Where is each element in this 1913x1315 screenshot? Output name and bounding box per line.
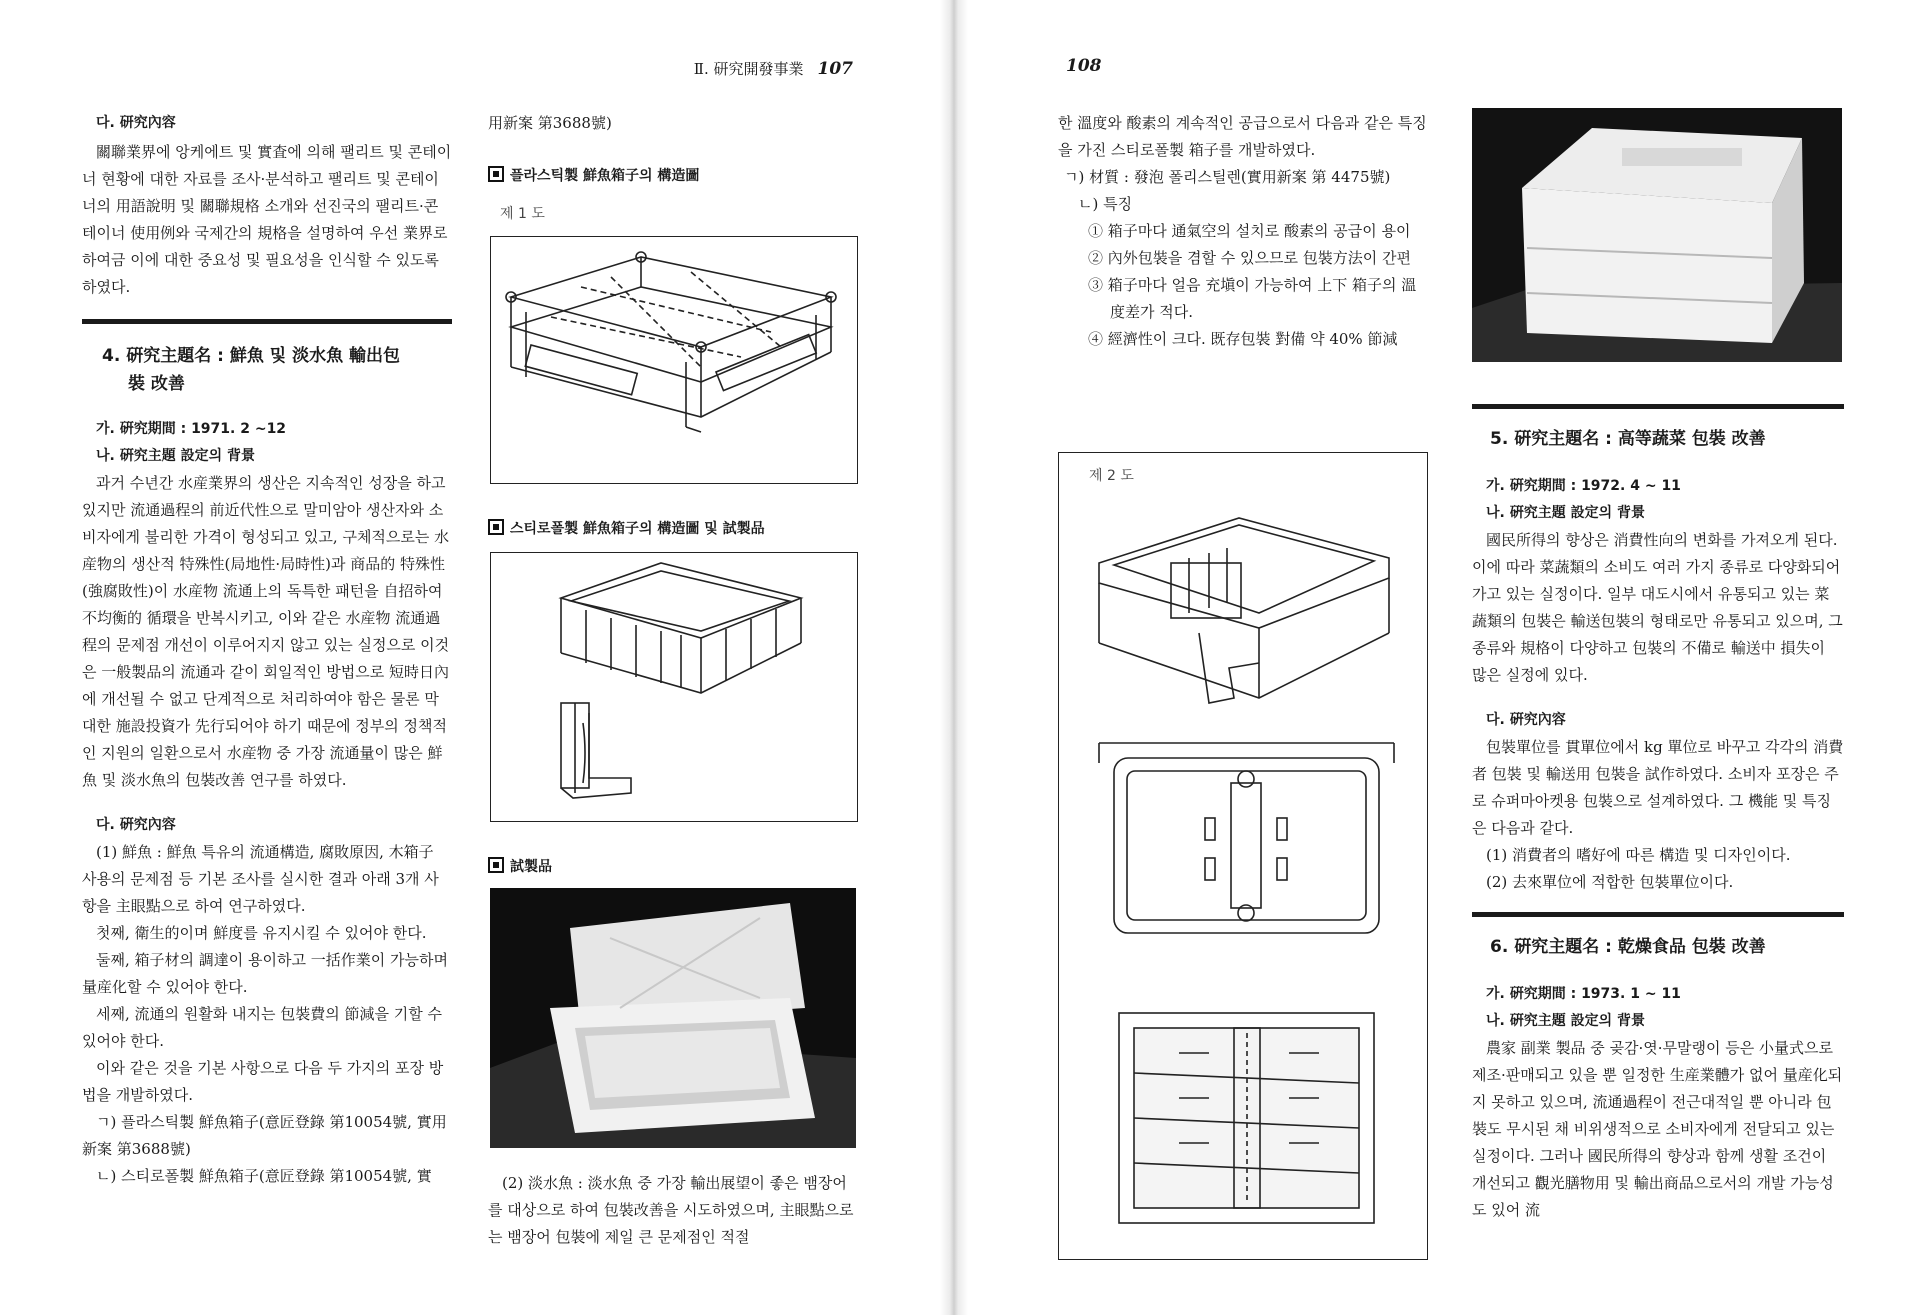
caption-marker-icon xyxy=(488,519,504,535)
paragraph: 둘째, 箱子材의 調達이 용이하고 一括作業이 가능하며 量産化할 수 있어야 한다. xyxy=(82,951,448,996)
paragraph: 한 溫度와 酸素의 계속적인 공급으로서 다음과 같은 특징을 가진 스티로폴製 箱子를 개발하였다. xyxy=(1058,114,1427,159)
page-header-107 xyxy=(694,58,853,79)
feature-item: ① 箱子마다 通氣空의 설치로 酸素의 공급이 용이 xyxy=(1088,222,1411,240)
topic-heading-4 xyxy=(82,342,452,398)
box-stack-illustration xyxy=(1472,108,1842,362)
caption-marker-icon xyxy=(488,166,504,182)
material-line: ㄱ) 材質 : 發泡 폴리스틸렌(實用新案 第 4475號) xyxy=(1064,168,1391,186)
page-number-107: 107 xyxy=(817,59,853,79)
figure-caption-sample xyxy=(488,856,552,876)
figure-caption-plastic xyxy=(488,165,699,185)
topic-title-line: 裝 改善 xyxy=(128,374,185,394)
left-page-column-1 xyxy=(82,110,452,1190)
sample-photo-illustration xyxy=(490,888,856,1148)
right-page-column-2 xyxy=(1472,404,1844,1224)
section-heading: 나. 硏究主題 設定의 背景 xyxy=(1486,1013,1645,1029)
research-period: 가. 硏究期間 : 1972. 4 ~ 11 xyxy=(1486,478,1681,494)
paragraph: 包裝單位를 貫單位에서 kg 單位로 바꾸고 각각의 消費者 包裝 및 輸送用 包裝을 試作하였다. 소비자 포장은 주로 슈퍼마아켓용 包裝으로 설계하였다. 그 機能 및 특징은 다음과 같다. xyxy=(1472,738,1844,837)
paragraph: 農家 副業 製品 중 곶감·엿·무말랭이 등은 小量式으로 제조·판매되고 있을 뿐 일정한 生産業體가 없어 量産化되지 못하고 있으며, 流通過程이 전근대적일 뿐 아니라 包裝도 무시된 채 비위생적으로 소비자에게 전달되고 있는 실정이다. 그러나 國民所得의 향상과 함께 생활 조건이 개선되고 觀光膳物用 및 輸出商品으로서의 개발 가능성도 있어 流 xyxy=(1472,1039,1843,1219)
section-divider xyxy=(1472,912,1844,917)
caption-text: 스티로폴製 鮮魚箱子의 構造圖 및 試製品 xyxy=(510,521,765,537)
section-divider xyxy=(1472,404,1844,409)
topic-heading-6: 6. 硏究主題名 : 乾燥食品 包裝 改善 xyxy=(1490,937,1766,957)
page-number-108: 108 xyxy=(1066,56,1102,76)
styrofoam-sample-photo xyxy=(490,888,856,1148)
section-heading: 나. 硏究主題 設定의 背景 xyxy=(96,448,255,464)
section-heading: 다. 硏究內容 xyxy=(96,817,176,833)
figure-1-plastic-box-drawing xyxy=(490,236,858,484)
eel-box-stack-photo xyxy=(1472,108,1842,362)
figure-1-label: 제 1 도 xyxy=(500,206,545,222)
paragraph: 첫째, 衛生的이며 鮮度를 유지시킬 수 있어야 한다. xyxy=(96,924,427,942)
figure-2-eel-box-drawings xyxy=(1058,452,1428,1260)
feature-item: ③ 箱子마다 얼음 充塡이 가능하여 上下 箱子의 溫度差가 적다. xyxy=(1088,276,1417,321)
paragraph: 用新案 第3688號) xyxy=(488,114,612,132)
book-gutter xyxy=(940,0,968,1315)
paragraph: (2) 淡水魚 : 淡水魚 중 가장 輸出展望이 좋은 뱀장어를 대상으로 하여 包裝改善을 시도하였으며, 主眼點으로는 뱀장어 包裝에 제일 큰 문제점인 적절 xyxy=(488,1174,854,1246)
section-divider xyxy=(82,319,452,324)
research-period: 가. 硏究期間 : 1973. 1 ~ 11 xyxy=(1486,986,1681,1002)
feature-item: ② 內外包裝을 겸할 수 있으므로 包裝方法이 간편 xyxy=(1088,249,1412,267)
paragraph: 關聯業界에 앙케에트 및 實査에 의해 팰리트 및 콘테이너 현황에 대한 자료를 조사·분석하고 팰리트 및 콘테이너의 用語說明 및 關聯規格 소개와 선진국의 팰리트·콘테이너 使用例와 국제간의 規格을 설명하여 우선 業界로 하여금 이에 대한 중요성 및 필요성을 인식할 수 있도록 하였다. xyxy=(82,143,452,296)
section-heading: 나. 硏究主題 設定의 背景 xyxy=(1486,505,1645,521)
topic-title-line: 4. 硏究主題名 : 鮮魚 및 淡水魚 輸出包 xyxy=(102,346,401,366)
caption-marker-icon xyxy=(488,857,504,873)
list-item: (2) 去來單位에 적합한 包裝單位이다. xyxy=(1486,873,1734,891)
right-page-column-1 xyxy=(1058,110,1428,353)
caption-text: 試製品 xyxy=(510,859,552,875)
left-page-column-2 xyxy=(488,110,858,137)
figure-2-label: 제 2 도 xyxy=(1089,468,1134,484)
figure-styrofoam-box-drawing xyxy=(490,552,858,822)
figure-caption-styrofoam xyxy=(488,518,765,538)
section-heading: 다. 研究內容 xyxy=(96,115,176,131)
research-period: 가. 硏究期間 : 1971. 2 ~12 xyxy=(96,421,287,437)
topic-heading-5: 5. 硏究主題名 : 高等蔬菜 包裝 改善 xyxy=(1490,429,1766,449)
paragraph: 國民所得의 향상은 消費性向의 변화를 가져오게 된다. 이에 따라 菜蔬類의 소비도 여러 가지 종류로 다양화되어 가고 있는 실정이다. 일부 대도시에서 유통되고 있는 菜蔬類의 包裝은 輸送包裝의 형태로만 유통되고 있으며, 그 종류와 規格이 다양하고 包裝의 不備로 輸送中 損失이 많은 실정에 있다. xyxy=(1472,531,1843,684)
eel-box-diagram xyxy=(1059,453,1427,1259)
features-title: ㄴ) 특징 xyxy=(1078,195,1133,213)
caption-text: 플라스틱製 鮮魚箱子의 構造圖 xyxy=(510,168,700,184)
plastic-box-diagram xyxy=(491,237,857,483)
paragraph: 세째, 流通의 원활화 내지는 包裝費의 節減을 기할 수 있어야 한다. xyxy=(82,1005,443,1050)
styrofoam-box-diagram xyxy=(491,553,857,821)
left-page-column-2-bottom xyxy=(488,1170,858,1251)
list-item: (1) 消費者의 嗜好에 따른 構造 및 디자인이다. xyxy=(1486,846,1791,864)
paragraph: 과거 수년간 水産業界의 생산은 지속적인 성장을 하고 있지만 流通過程의 前近代性으로 말미암아 생산자와 소비자에게 불리한 가격이 형성되고 있고, 구체적으로는 水産物의 생산적 特殊性(局地性·局時性)과 商品的 特殊性(強腐敗性)이 水産物 流通上의 독특한 패턴을 自招하여 不均衡的 循環을 반복시키고, 이와 같은 水産物 流通過程의 문제점 개선이 이루어지지 않고 있는 실정으로 이것은 一般製品의 流通과 같이 회일적인 방법으로 短時日內에 개선될 수 없고 단계적으로 처리하여야 함은 물론 막대한 施設投資가 先行되어야 하기 때문에 정부의 정책적인 지원의 일환으로서 水産物 중 가장 流通量이 많은 鮮魚 및 淡水魚의 包裝改善 연구를 하였다. xyxy=(82,474,450,789)
paragraph: ㄱ) 플라스틱製 鮮魚箱子(意匠登錄 第10054號, 實用新案 第3688號) xyxy=(82,1113,447,1158)
header-section-title: Ⅱ. 研究開發事業 xyxy=(693,60,804,78)
feature-item: ④ 經濟性이 크다. 既存包裝 對備 약 40% 節減 xyxy=(1088,330,1398,348)
paragraph: (1) 鮮魚 : 鮮魚 특유의 流通構造, 腐敗原因, 木箱子 사용의 문제점 등 기본 조사를 실시한 결과 아래 3개 사항을 主眼點으로 하여 연구하였다. xyxy=(82,843,439,915)
paragraph: 이와 같은 것을 기본 사항으로 다음 두 가지의 포장 방법을 개발하였다. xyxy=(82,1059,444,1104)
section-heading: 다. 硏究內容 xyxy=(1486,712,1566,728)
paragraph: ㄴ) 스티로폴製 鮮魚箱子(意匠登錄 第10054號, 實 xyxy=(96,1167,432,1185)
